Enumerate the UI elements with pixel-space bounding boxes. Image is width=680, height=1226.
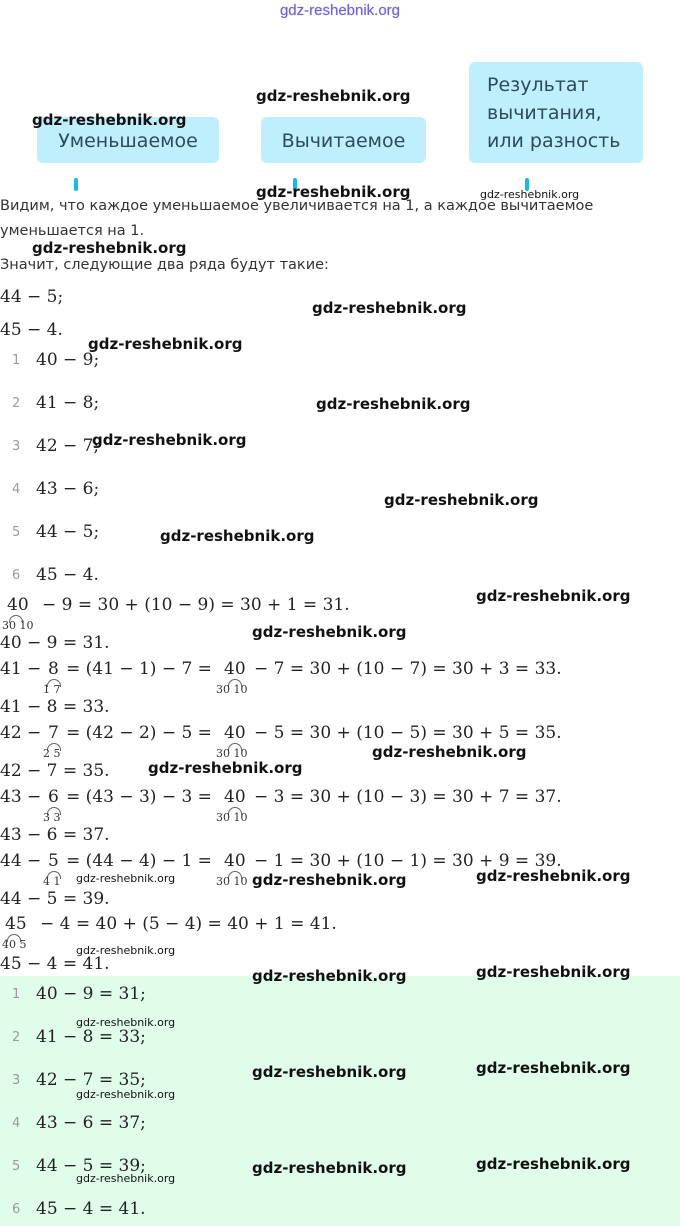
answer-section <box>0 976 680 1226</box>
solution-3-middle: = (42 − 2) − 5 = <box>66 723 212 743</box>
solution-6-term: 45 <box>5 914 27 934</box>
solution-2-split-2: 30 10 <box>216 683 248 696</box>
watermark: gdz-reshebnik.org <box>76 1088 176 1101</box>
solution-2-middle: = (41 − 1) − 7 = <box>66 659 212 679</box>
result-3: 42 − 7 = 35. <box>0 761 110 781</box>
answer-number: 2 <box>12 1030 21 1045</box>
answer-item: 44 − 5 = 39; <box>36 1156 146 1176</box>
solution-2-start: 41 − <box>0 659 42 679</box>
solution-5-subtrahend: 5 <box>48 851 59 871</box>
watermark: gdz-reshebnik.org <box>480 188 580 201</box>
minuend-pointer <box>74 178 78 191</box>
watermark: gdz-reshebnik.org <box>316 395 471 413</box>
solution-3-start: 42 − <box>0 723 42 743</box>
watermark: gdz-reshebnik.org <box>476 867 631 885</box>
explanation-line-3: Значит, следующие два ряда будут такие: <box>0 257 329 273</box>
watermark: gdz-reshebnik.org <box>476 1155 631 1173</box>
solution-1-split: 30 10 <box>2 619 34 632</box>
watermark: gdz-reshebnik.org <box>476 1059 631 1077</box>
solution-5-split-2: 30 10 <box>216 875 248 888</box>
list-item: 43 − 6; <box>36 479 100 499</box>
solution-5-middle: = (44 − 4) − 1 = <box>66 851 212 871</box>
difference-label-line3: или разность <box>487 130 621 152</box>
result-2: 41 − 8 = 33. <box>0 697 110 717</box>
solution-6-rest: − 4 = 40 + (5 − 4) = 40 + 1 = 41. <box>40 914 337 934</box>
site-header-link[interactable]: gdz-reshebnik.org <box>279 2 401 19</box>
list-number: 6 <box>12 568 21 583</box>
watermark: gdz-reshebnik.org <box>256 183 411 201</box>
solution-5-start: 44 − <box>0 851 42 871</box>
solution-2-split-1: 1 7 <box>43 683 61 696</box>
list-item: 42 − 7; <box>36 436 100 456</box>
solution-4-subtrahend: 6 <box>48 787 59 807</box>
watermark: gdz-reshebnik.org <box>312 299 467 317</box>
watermark: gdz-reshebnik.org <box>256 87 411 105</box>
solution-5-split-1: 4 1 <box>43 875 61 888</box>
list-item: 41 − 8; <box>36 393 100 413</box>
list-number: 3 <box>12 439 21 454</box>
series-item-2: 45 − 4. <box>0 320 63 340</box>
watermark: gdz-reshebnik.org <box>88 335 243 353</box>
solution-3-split-2: 30 10 <box>216 747 248 760</box>
solution-3-split-1: 2 5 <box>43 747 61 760</box>
answer-item: 45 − 4 = 41. <box>36 1199 146 1219</box>
solution-4-start: 43 − <box>0 787 42 807</box>
watermark: gdz-reshebnik.org <box>252 1159 407 1177</box>
answer-item: 42 − 7 = 35; <box>36 1070 146 1090</box>
solution-6-split: 40 5 <box>2 938 27 951</box>
solution-4-split-2: 30 10 <box>216 811 248 824</box>
answer-number: 6 <box>12 1202 21 1217</box>
solution-1-term: 40 <box>7 595 29 615</box>
difference-label-line1: Результат <box>487 74 589 96</box>
watermark: gdz-reshebnik.org <box>148 759 303 777</box>
result-6: 45 − 4 = 41. <box>0 954 110 974</box>
watermark: gdz-reshebnik.org <box>92 431 247 449</box>
list-number: 4 <box>12 482 21 497</box>
list-number: 1 <box>12 353 21 368</box>
watermark: gdz-reshebnik.org <box>160 527 315 545</box>
solution-2-term: 40 <box>224 659 246 679</box>
answer-number: 1 <box>12 987 21 1002</box>
watermark: gdz-reshebnik.org <box>76 1016 176 1029</box>
watermark: gdz-reshebnik.org <box>476 963 631 981</box>
explanation-line-2: уменьшается на 1. <box>0 223 145 239</box>
solution-3-rest: − 5 = 30 + (10 − 5) = 30 + 5 = 35. <box>254 723 562 743</box>
answer-number: 4 <box>12 1116 21 1131</box>
solution-4-rest: − 3 = 30 + (10 − 3) = 30 + 7 = 37. <box>254 787 562 807</box>
solution-3-term: 40 <box>224 723 246 743</box>
solution-1-rest: − 9 = 30 + (10 − 9) = 30 + 1 = 31. <box>42 595 350 615</box>
watermark: gdz-reshebnik.org <box>476 587 631 605</box>
answer-item: 41 − 8 = 33; <box>36 1027 146 1047</box>
answer-item: 43 − 6 = 37; <box>36 1113 146 1133</box>
watermark: gdz-reshebnik.org <box>76 944 176 957</box>
list-number: 5 <box>12 525 21 540</box>
answer-number: 5 <box>12 1159 21 1174</box>
difference-label-line2: вычитания, <box>487 102 602 124</box>
answer-item: 40 − 9 = 31; <box>36 984 146 1004</box>
solution-5-term: 40 <box>224 851 246 871</box>
difference-box <box>469 62 643 163</box>
minuend-label: Уменьшаемое <box>58 130 198 152</box>
solution-4-term: 40 <box>224 787 246 807</box>
solution-4-middle: = (43 − 3) − 3 = <box>66 787 212 807</box>
result-5: 44 − 5 = 39. <box>0 889 110 909</box>
watermark: gdz-reshebnik.org <box>76 872 176 885</box>
list-item: 44 − 5; <box>36 522 100 542</box>
solution-2-rest: − 7 = 30 + (10 − 7) = 30 + 3 = 33. <box>254 659 562 679</box>
list-item: 40 − 9; <box>36 350 100 370</box>
result-4: 43 − 6 = 37. <box>0 825 110 845</box>
solution-3-subtrahend: 7 <box>48 723 59 743</box>
solution-5-rest: − 1 = 30 + (10 − 1) = 30 + 9 = 39. <box>254 851 562 871</box>
watermark: gdz-reshebnik.org <box>252 871 407 889</box>
watermark: gdz-reshebnik.org <box>252 967 407 985</box>
result-1: 40 − 9 = 31. <box>0 633 110 653</box>
list-item: 45 − 4. <box>36 565 99 585</box>
list-number: 2 <box>12 396 21 411</box>
explanation-line-1: Видим, что каждое уменьшаемое увеличивается на 1, а каждое вычитаемое <box>0 198 594 214</box>
solution-4-split-1: 3 3 <box>43 811 61 824</box>
watermark: gdz-reshebnik.org <box>32 239 187 257</box>
watermark: gdz-reshebnik.org <box>372 743 527 761</box>
subtrahend-box <box>261 117 426 163</box>
solution-2-subtrahend: 8 <box>48 659 59 679</box>
series-item-1: 44 − 5; <box>0 287 64 307</box>
subtrahend-label: Вычитаемое <box>281 130 406 152</box>
watermark: gdz-reshebnik.org <box>384 491 539 509</box>
watermark: gdz-reshebnik.org <box>76 1172 176 1185</box>
watermark: gdz-reshebnik.org <box>252 1063 407 1081</box>
watermark: gdz-reshebnik.org <box>252 623 407 641</box>
watermark: gdz-reshebnik.org <box>32 111 187 129</box>
answer-number: 3 <box>12 1073 21 1088</box>
